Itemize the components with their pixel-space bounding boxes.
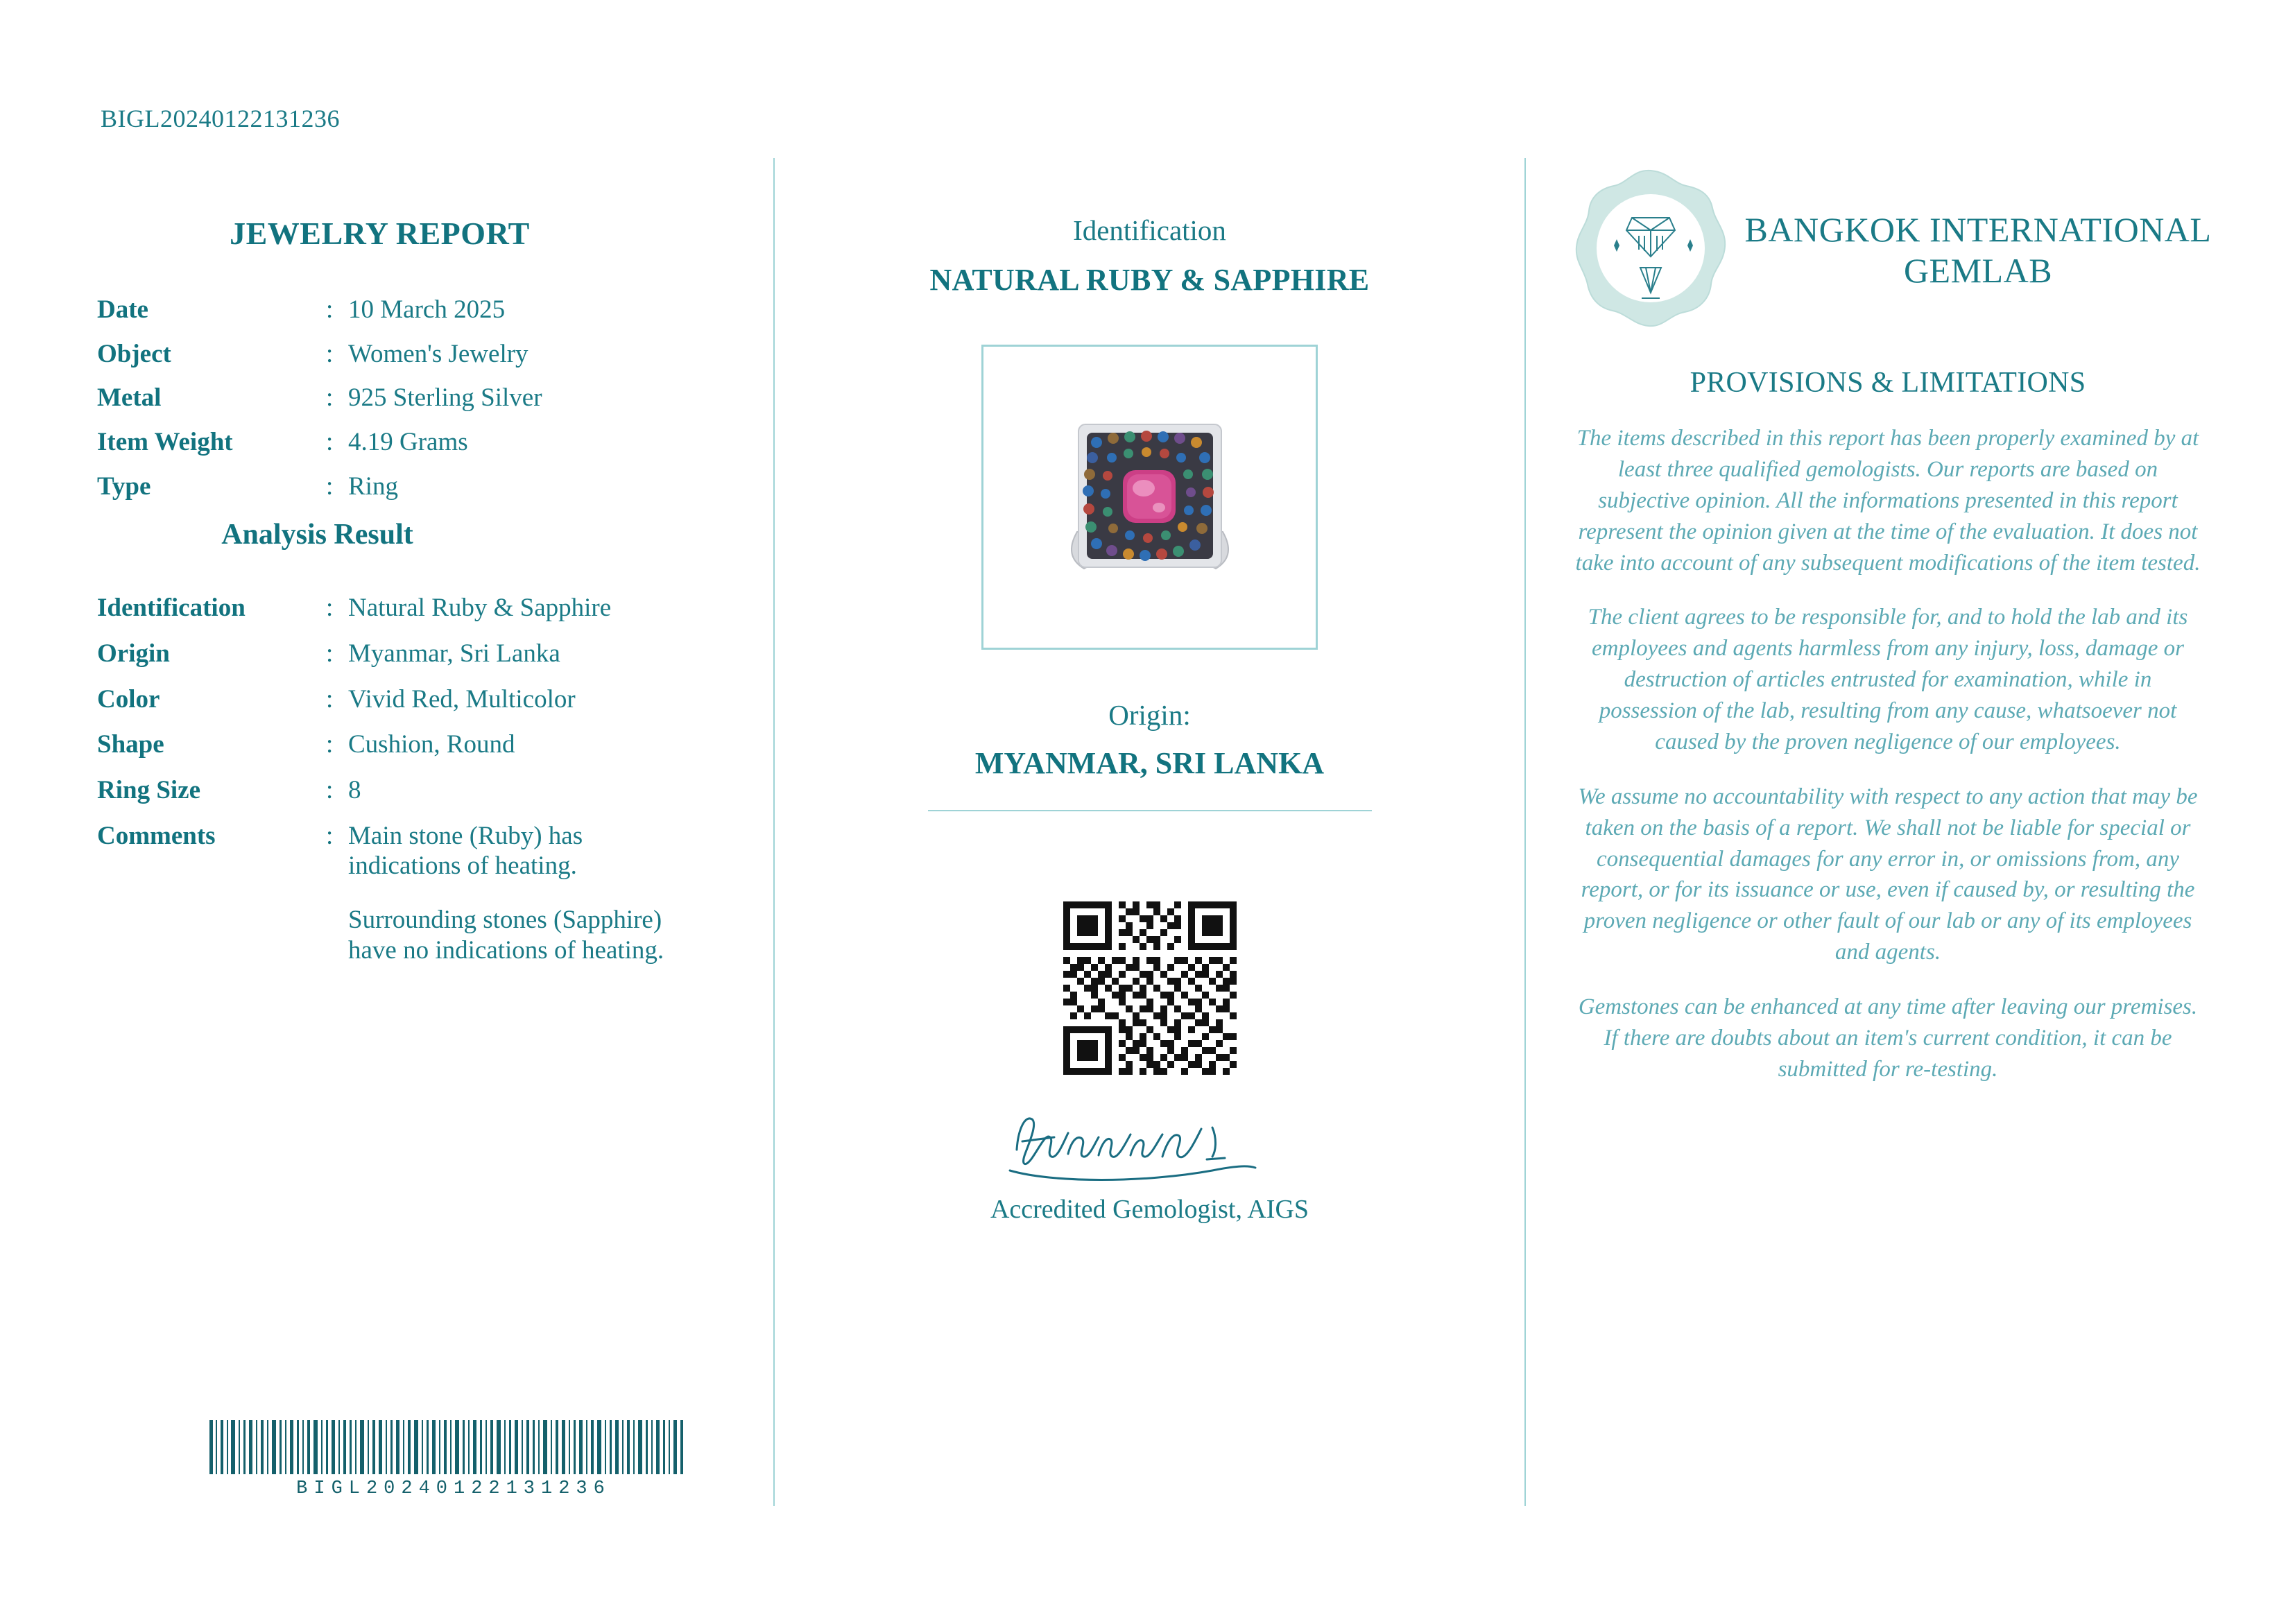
report-id: BIGL20240122131236: [101, 105, 340, 132]
field-label: Color: [97, 684, 160, 714]
field-colon: :: [326, 684, 334, 714]
signature-image: [1004, 1101, 1296, 1191]
field-value: Cushion, Round: [348, 730, 515, 759]
field-colon: :: [326, 472, 334, 501]
ring-photo: [1035, 383, 1264, 612]
field-label: Type: [97, 472, 151, 501]
barcode-block: [208, 1420, 694, 1499]
field-row-object: [97, 339, 746, 370]
field-value: 4.19 Grams: [348, 427, 468, 456]
field-label: Item Weight: [97, 427, 233, 456]
field-value: 10 March 2025: [348, 295, 506, 324]
field-row-type: [97, 472, 746, 502]
barcode-image: [208, 1420, 687, 1474]
comments-additional: Surrounding stones (Sapphire) have no indications of heating.: [348, 905, 664, 965]
section-divider: [928, 810, 1372, 811]
field-colon: :: [326, 821, 334, 850]
field-label: Identification: [97, 594, 246, 623]
field-colon: :: [326, 639, 334, 668]
field-colon: :: [326, 383, 334, 413]
identification-label: Identification: [1073, 214, 1226, 246]
qr-code[interactable]: [1063, 901, 1237, 1075]
left-column: [97, 158, 773, 1506]
field-row-shape: [97, 729, 746, 760]
page-title: JEWELRY REPORT: [230, 216, 530, 251]
brand-header: [1564, 164, 2212, 337]
basic-fields: [97, 295, 746, 501]
field-row-identification: [97, 593, 746, 623]
field-label: Origin: [97, 639, 170, 668]
field-value: Vivid Red, Multicolor: [348, 684, 576, 714]
field-colon: :: [326, 427, 334, 456]
identification-value: NATURAL RUBY & SAPPHIRE: [929, 263, 1370, 297]
barcode-number: BIGL20240122131236: [296, 1478, 611, 1499]
field-label: Ring Size: [97, 775, 201, 804]
item-photo-frame: [981, 345, 1318, 650]
field-colon: :: [326, 775, 334, 804]
field-row-comments: [97, 821, 746, 881]
field-row-item-weight: [97, 427, 746, 458]
analysis-result-title: Analysis Result: [221, 519, 413, 551]
field-row-origin: [97, 639, 746, 669]
field-row-ring-size: [97, 775, 746, 806]
field-colon: :: [326, 730, 334, 759]
field-colon: :: [326, 339, 334, 368]
middle-column: [773, 158, 1526, 1506]
certificate-columns: [97, 158, 2212, 1506]
provisions-paragraph-1: The items described in this report has been properly examined by at least three qualified gemologists. Our reports are based on subjective opinion. All the informations presented in this report represent the opinion given at the time of the evaluation. It does not take into account of any subsequent modifications of the item tested.: [1575, 426, 2201, 576]
provisions-paragraph-2: The client agrees to be responsible for, and to hold the lab and its employees and agents harmless from any injury, loss, damage or destruction of articles entrusted for examination, while in possession of the lab, resulting from any cause, whatsoever not caused by the proven negligence of our employees.: [1588, 605, 2188, 754]
field-value: 925 Sterling Silver: [348, 383, 542, 413]
field-row-metal: [97, 383, 746, 413]
brand-name: BANGKOK INTERNATIONAL GEMLAB: [1744, 210, 2212, 290]
field-value: Ring: [348, 472, 398, 501]
field-row-color: [97, 684, 746, 715]
right-column: [1526, 158, 2212, 1506]
field-row-date: [97, 295, 746, 325]
field-label: Date: [97, 295, 148, 324]
field-label: Metal: [97, 383, 162, 413]
field-label: Shape: [97, 730, 164, 759]
field-value: Main stone (Ruby) has indications of heating.: [348, 821, 583, 881]
field-colon: :: [326, 295, 334, 324]
field-colon: :: [326, 594, 334, 623]
field-value: Myanmar, Sri Lanka: [348, 639, 560, 668]
origin-label: Origin:: [1108, 699, 1191, 731]
field-label: Object: [97, 339, 171, 368]
field-label: Comments: [97, 821, 216, 850]
field-value: 8: [348, 775, 361, 804]
signature: [1004, 1101, 1296, 1191]
gemologist-caption: Accredited Gemologist, AIGS: [990, 1195, 1309, 1224]
gemlab-logo-icon: [1564, 164, 1737, 337]
field-value: Women's Jewelry: [348, 339, 528, 368]
provisions-paragraph-3: We assume no accountability with respect to any action that may be taken on the basis of a report. We shall not be liable for special or consequential damages for any error in, or omissions from, any report, or for its issuance or use, even if caused by, or resulting the proven negligence or other fault of our lab or any of its employees and agents.: [1578, 784, 2198, 965]
qr-code-image[interactable]: [1063, 901, 1237, 1075]
origin-value: MYANMAR, SRI LANKA: [974, 746, 1325, 780]
analysis-fields: [97, 593, 746, 881]
provisions-title: PROVISIONS & LIMITATIONS: [1690, 367, 2086, 399]
provisions-paragraph-4: Gemstones can be enhanced at any time after leaving our premises. If there are doubts about an item's current condition, it can be submitted for re-testing.: [1578, 994, 2198, 1082]
field-value: Natural Ruby & Sapphire: [348, 594, 612, 623]
